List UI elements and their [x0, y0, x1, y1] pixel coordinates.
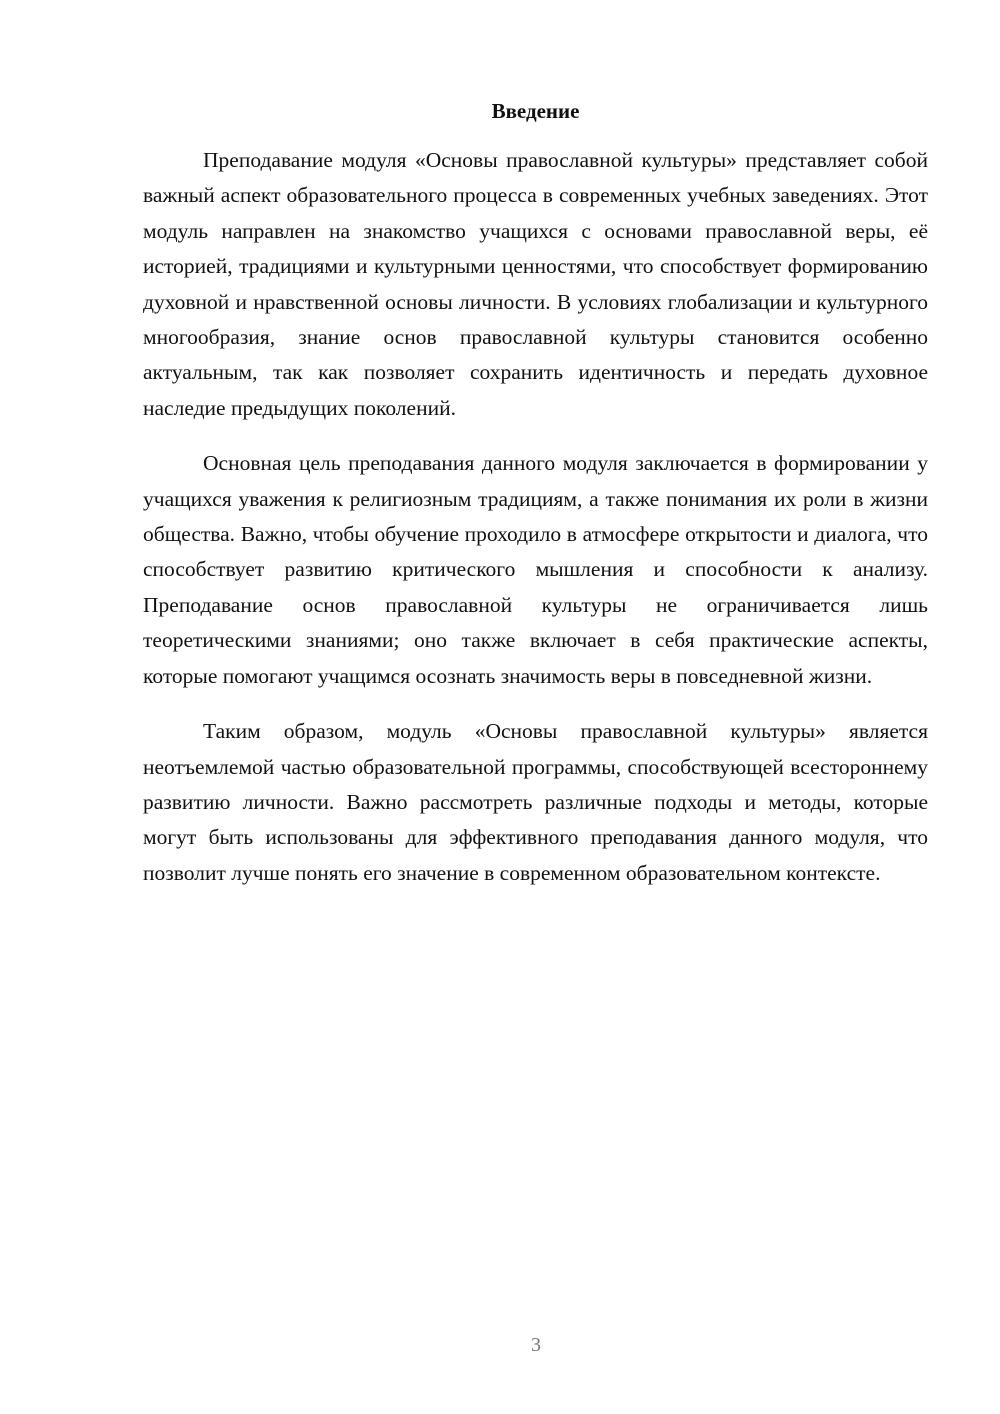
paragraph-1: Преподавание модуля «Основы православной культуры» представляет собой важный аспект образовательного процесса в современных учебных заведениях. Этот модуль направлен на знакомство учащихся с основами православной веры, её историей, традициями и культурными ценностями, что способствует формированию духовной и нравственной основы личности. В условиях глобализации и культурного многообразия, знание основ православной культуры становится особенно актуальным, так как позволяет сохранить идентичность и передать духовное наследие предыдущих поколений. [143, 148, 928, 420]
body-text [143, 143, 928, 911]
paragraph-3: Таким образом, модуль «Основы православной культуры» является неотъемлемой частью образовательной программы, способствующей всестороннему развитию личности. Важно рассмотреть различные подходы и методы, которые могут быть использованы для эффективного преподавания данного модуля, что позволит лучше понять его значение в современном образовательном контексте. [143, 719, 928, 885]
paragraph-2: Основная цель преподавания данного модуля заключается в формировании у учащихся уважения к религиозным традициям, а также понимания их роли в жизни общества. Важно, чтобы обучение проходило в атмосфере открытости и диалога, что способствует развитию критического мышления и способности к анализу. Преподавание основ православной культуры не ограничивается лишь теоретическими знаниями; оно также включает в себя практические аспекты, которые помогают учащимся осознать значимость веры в повседневной жизни. [143, 451, 928, 688]
section-title: Введение [491, 99, 580, 123]
page-number: 3 [531, 1334, 541, 1356]
